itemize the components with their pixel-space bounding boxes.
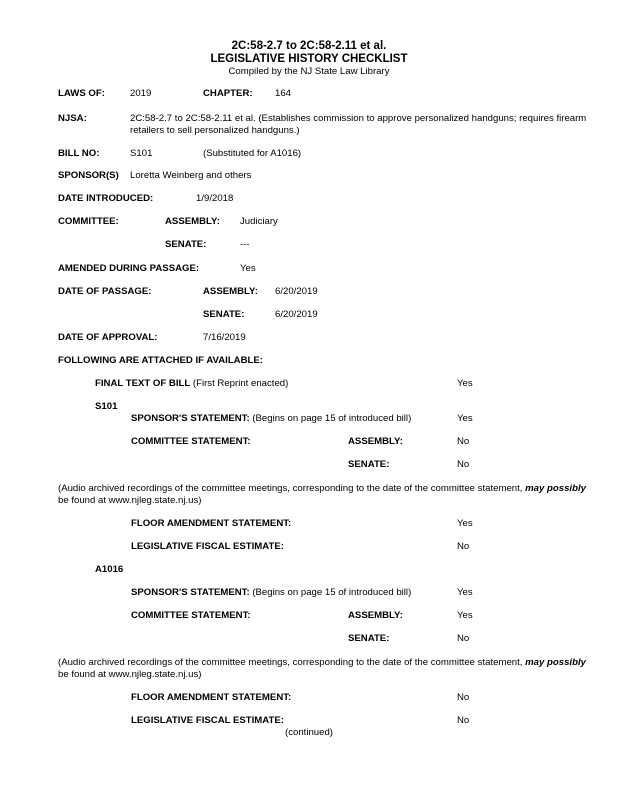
attached-heading: FOLLOWING ARE ATTACHED IF AVAILABLE: bbox=[58, 355, 263, 366]
passage-senate-label: SENATE: bbox=[203, 309, 245, 320]
bill-no-value: S101 bbox=[130, 148, 153, 159]
a1016-sponsor-label: SPONSOR'S STATEMENT: bbox=[131, 587, 250, 598]
date-introduced-label: DATE INTRODUCED: bbox=[58, 193, 154, 204]
sponsors-value: Loretta Weinberg and others bbox=[130, 170, 252, 181]
s101-sponsor-label: SPONSOR'S STATEMENT: bbox=[131, 413, 250, 424]
a1016-floor-value: No bbox=[457, 692, 470, 703]
committee-assembly-value: Judiciary bbox=[240, 216, 278, 227]
a1016-audio-line1 bbox=[58, 657, 586, 669]
s101-heading: S101 bbox=[95, 401, 118, 412]
s101-audio-text: (Audio archived recordings of the committee meetings, corresponding to the date of the committee statement, bbox=[58, 483, 523, 494]
s101-senate-label: SENATE: bbox=[348, 459, 390, 470]
laws-of-value: 2019 bbox=[130, 88, 152, 99]
s101-fiscal-value: No bbox=[457, 541, 470, 552]
njsa-value-line2: retailers to sell personalized handguns.) bbox=[130, 125, 300, 136]
chapter-value: 164 bbox=[275, 88, 292, 99]
amended-label: AMENDED DURING PASSAGE: bbox=[58, 263, 200, 274]
a1016-audio-text: (Audio archived recordings of the committee meetings, corresponding to the date of the committee statement, bbox=[58, 657, 523, 668]
s101-assembly-label: ASSEMBLY: bbox=[348, 436, 403, 447]
s101-floor-value: Yes bbox=[457, 518, 473, 529]
final-text-row bbox=[95, 378, 288, 390]
laws-of-label: LAWS OF: bbox=[58, 88, 105, 99]
a1016-floor-label: FLOOR AMENDMENT STATEMENT: bbox=[131, 692, 292, 703]
document-title: 2C:58-2.7 to 2C:58-2.11 et al. bbox=[231, 40, 387, 52]
a1016-committee-label: COMMITTEE STATEMENT: bbox=[131, 610, 251, 621]
final-text-value: Yes bbox=[457, 378, 473, 389]
a1016-senate-label: SENATE: bbox=[348, 633, 390, 644]
continued-note: (continued) bbox=[285, 727, 333, 738]
s101-sponsor-note: (Begins on page 15 of introduced bill) bbox=[252, 413, 412, 424]
a1016-assembly-label: ASSEMBLY: bbox=[348, 610, 403, 621]
s101-committee-label: COMMITTEE STATEMENT: bbox=[131, 436, 251, 447]
date-of-passage-label: DATE OF PASSAGE: bbox=[58, 286, 152, 297]
committee-label: COMMITTEE: bbox=[58, 216, 119, 227]
bill-no-note: (Substituted for A1016) bbox=[203, 148, 302, 159]
passage-senate-value: 6/20/2019 bbox=[275, 309, 318, 320]
s101-sponsor-value: Yes bbox=[457, 413, 473, 424]
s101-audio-emphasis: may possibly bbox=[525, 483, 586, 494]
a1016-sponsor-note: (Begins on page 15 of introduced bill) bbox=[252, 587, 412, 598]
a1016-audio-line2: be found at www.njleg.state.nj.us) bbox=[58, 669, 202, 680]
final-text-note: (First Reprint enacted) bbox=[192, 378, 289, 389]
a1016-audio-emphasis: may possibly bbox=[525, 657, 586, 668]
date-introduced-value: 1/9/2018 bbox=[196, 193, 234, 204]
document-subtitle: LEGISLATIVE HISTORY CHECKLIST bbox=[210, 53, 408, 65]
s101-audio-line2: be found at www.njleg.state.nj.us) bbox=[58, 495, 202, 506]
final-text-label: FINAL TEXT OF BILL bbox=[95, 378, 191, 389]
a1016-senate-value: No bbox=[457, 633, 470, 644]
a1016-sponsor-row bbox=[131, 587, 411, 599]
compiled-by: Compiled by the NJ State Law Library bbox=[228, 66, 390, 77]
s101-fiscal-label: LEGISLATIVE FISCAL ESTIMATE: bbox=[131, 541, 284, 552]
a1016-sponsor-value: Yes bbox=[457, 587, 473, 598]
s101-sponsor-row bbox=[131, 413, 411, 425]
bill-no-label: BILL NO: bbox=[58, 148, 100, 159]
committee-assembly-label: ASSEMBLY: bbox=[165, 216, 220, 227]
amended-value: Yes bbox=[240, 263, 256, 274]
sponsors-label: SPONSOR(S) bbox=[58, 170, 119, 181]
date-of-approval-value: 7/16/2019 bbox=[203, 332, 246, 343]
s101-audio-line1 bbox=[58, 483, 586, 495]
a1016-fiscal-value: No bbox=[457, 715, 470, 726]
passage-assembly-value: 6/20/2019 bbox=[275, 286, 318, 297]
a1016-assembly-value: Yes bbox=[457, 610, 473, 621]
a1016-heading: A1016 bbox=[95, 564, 124, 575]
njsa-value-line1: 2C:58-2.7 to 2C:58-2.11 et al. (Establishes commission to approve personalized handguns; requires firearm bbox=[130, 113, 587, 124]
njsa-label: NJSA: bbox=[58, 113, 87, 124]
committee-senate-label: SENATE: bbox=[165, 239, 207, 250]
s101-assembly-value: No bbox=[457, 436, 470, 447]
committee-senate-value: --- bbox=[240, 239, 250, 250]
a1016-fiscal-label: LEGISLATIVE FISCAL ESTIMATE: bbox=[131, 715, 284, 726]
passage-assembly-label: ASSEMBLY: bbox=[203, 286, 258, 297]
date-of-approval-label: DATE OF APPROVAL: bbox=[58, 332, 158, 343]
chapter-label: CHAPTER: bbox=[203, 88, 253, 99]
s101-senate-value: No bbox=[457, 459, 470, 470]
s101-floor-label: FLOOR AMENDMENT STATEMENT: bbox=[131, 518, 292, 529]
